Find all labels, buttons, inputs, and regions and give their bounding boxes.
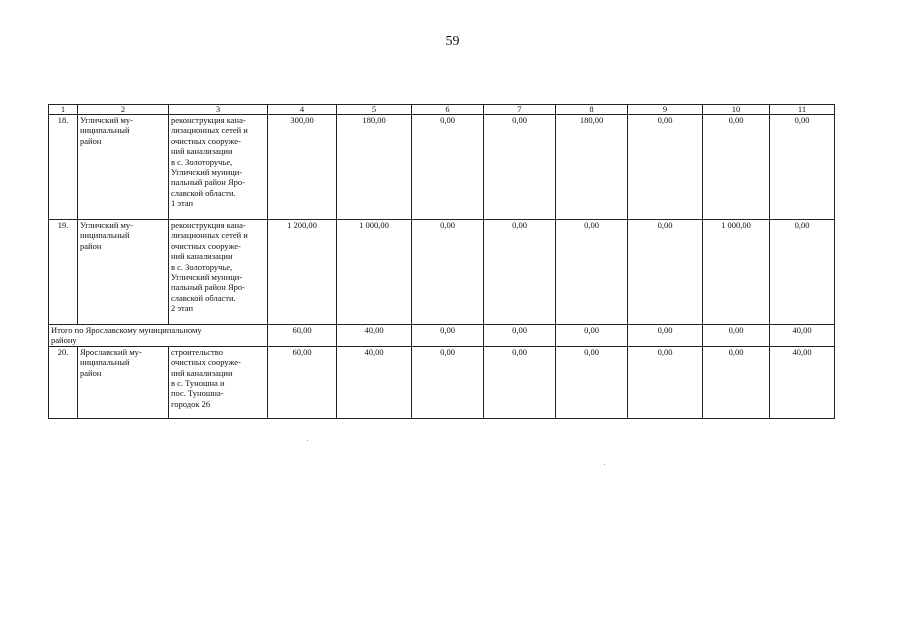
amount-cell: 0,00 (556, 346, 628, 418)
scan-speck (604, 464, 605, 465)
page-number: 59 (445, 34, 460, 49)
amount-cell: 1 200,00 (268, 220, 337, 325)
amount-cell: 40,00 (337, 346, 412, 418)
table-header-row (49, 105, 835, 115)
total-amount-cell: 0,00 (556, 325, 628, 347)
amount-cell: 0,00 (412, 115, 484, 220)
amount-cell: 0,00 (770, 220, 835, 325)
district-cell: Угличский му- ниципальный район (78, 220, 169, 325)
amount-cell: 1 000,00 (703, 220, 770, 325)
project-description-cell: строительство очистных сооруже- ний канализации в с. Туношна и пос. Туношна- городок 26 (169, 346, 268, 418)
amount-cell: 180,00 (337, 115, 412, 220)
table-row (49, 220, 835, 325)
funding-table (48, 104, 835, 419)
amount-cell: 0,00 (484, 115, 556, 220)
column-number-cell: 1 (49, 105, 78, 115)
amount-cell: 0,00 (703, 115, 770, 220)
amount-cell: 0,00 (770, 115, 835, 220)
amount-cell: 180,00 (556, 115, 628, 220)
column-number-cell: 9 (628, 105, 703, 115)
total-row (49, 325, 835, 347)
total-label-cell: Итого по Ярославскому муниципальному району (49, 325, 268, 347)
amount-cell: 0,00 (412, 346, 484, 418)
total-amount-cell: 60,00 (268, 325, 337, 347)
amount-cell: 40,00 (770, 346, 835, 418)
amount-cell: 0,00 (628, 346, 703, 418)
district-cell: Ярославский му- ниципальный район (78, 346, 169, 418)
column-number-cell: 8 (556, 105, 628, 115)
total-amount-cell: 0,00 (703, 325, 770, 347)
column-number-cell: 5 (337, 105, 412, 115)
column-number-cell: 10 (703, 105, 770, 115)
amount-cell: 1 000,00 (337, 220, 412, 325)
amount-cell: 0,00 (703, 346, 770, 418)
amount-cell: 0,00 (484, 346, 556, 418)
column-number-cell: 2 (78, 105, 169, 115)
total-amount-cell: 0,00 (628, 325, 703, 347)
district-cell: Угличский му- ниципальный район (78, 115, 169, 220)
amount-cell: 0,00 (556, 220, 628, 325)
total-amount-cell: 40,00 (770, 325, 835, 347)
column-number-cell: 3 (169, 105, 268, 115)
scan-speck (307, 440, 308, 441)
project-description-cell: реконструкция кана- лизационных сетей и очистных сооруже- ний канализации в с. Золоторучье, Угличский муници- пальный район Яро- славской области. 1 этап (169, 115, 268, 220)
amount-cell: 0,00 (628, 220, 703, 325)
table-row (49, 115, 835, 220)
column-number-cell: 4 (268, 105, 337, 115)
row-number-cell: 19. (49, 220, 78, 325)
total-amount-cell: 0,00 (412, 325, 484, 347)
amount-cell: 0,00 (484, 220, 556, 325)
amount-cell: 0,00 (628, 115, 703, 220)
amount-cell: 300,00 (268, 115, 337, 220)
column-number-cell: 11 (770, 105, 835, 115)
column-number-cell: 6 (412, 105, 484, 115)
total-amount-cell: 0,00 (484, 325, 556, 347)
total-amount-cell: 40,00 (337, 325, 412, 347)
amount-cell: 0,00 (412, 220, 484, 325)
amount-cell: 60,00 (268, 346, 337, 418)
project-description-cell: реконструкция кана- лизационных сетей и очистных сооруже- ний канализации в с. Золоторучье, Угличский муници- пальный район Яро- славской области. 2 этап (169, 220, 268, 325)
column-number-cell: 7 (484, 105, 556, 115)
row-number-cell: 20. (49, 346, 78, 418)
table-row (49, 346, 835, 418)
row-number-cell: 18. (49, 115, 78, 220)
